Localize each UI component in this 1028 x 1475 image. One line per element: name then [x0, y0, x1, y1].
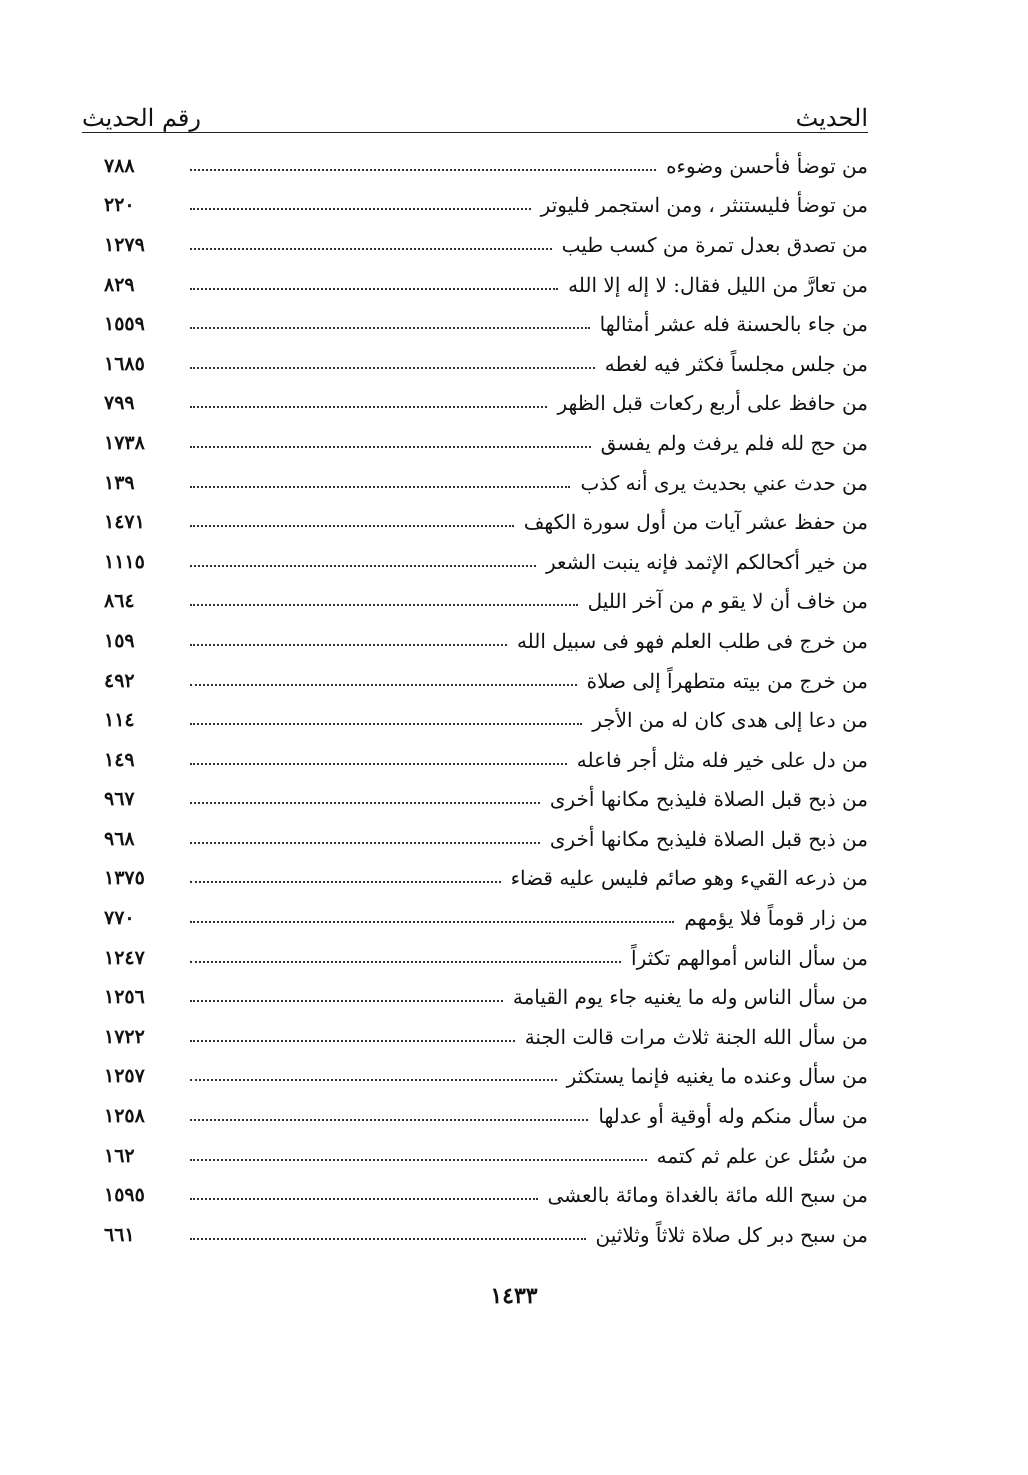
dot-leader: [190, 288, 558, 290]
hadith-text: من دل على خير فله مثل أجر فاعله: [576, 747, 868, 772]
hadith-text: من سبح الله مائة بالغداة ومائة بالعشى: [547, 1183, 868, 1208]
index-row: [104, 780, 868, 820]
dot-leader: [190, 1159, 647, 1161]
dot-leader: [190, 446, 591, 448]
hadith-number: ١٤٧١: [104, 511, 145, 534]
hadith-number: ١١١٥: [104, 550, 145, 573]
hadith-number: ١٢٥٦: [104, 986, 145, 1009]
hadith-number: ١٢٧٩: [104, 233, 145, 256]
hadith-number: ١٧٣٨: [104, 431, 145, 454]
hadith-text: من حفظ عشر آيات من أول سورة الكهف: [523, 510, 868, 535]
index-row: [104, 1136, 868, 1176]
dot-leader: [190, 604, 578, 606]
dot-leader: [190, 1040, 515, 1042]
hadith-number: ٧٩٩: [104, 392, 135, 415]
index-row: [104, 661, 868, 701]
dot-leader: [190, 486, 570, 488]
index-row: [104, 740, 868, 780]
hadith-text: من حج لله فلم يرفث ولم يفسق: [600, 430, 868, 455]
index-row: [104, 859, 868, 899]
dot-leader: [190, 525, 514, 527]
hadith-number: ٩٦٧: [104, 788, 135, 811]
hadith-text: من خرج فى طلب العلم فهو فى سبيل الله: [516, 628, 868, 653]
hadith-text: من تصدق بعدل تمرة من كسب طيب: [561, 232, 868, 257]
hadith-number: ١١٤: [104, 709, 135, 732]
index-row: [104, 700, 868, 740]
index-row: [104, 621, 868, 661]
hadith-number-column-heading: رقم الحديث: [82, 104, 201, 132]
dot-leader: [190, 1000, 503, 1002]
index-row: [104, 1175, 868, 1215]
hadith-number: ٧٨٨: [104, 154, 135, 177]
hadith-number: ١٣٧٥: [104, 867, 145, 890]
index-row: [104, 1057, 868, 1097]
hadith-number: ١٧٢٢: [104, 1025, 145, 1048]
header-rule: [82, 132, 868, 133]
hadith-number: ١٤٩: [104, 748, 135, 771]
hadith-text: من سبح دبر كل صلاة ثلاثاً وثلاثين: [595, 1222, 868, 1247]
dot-leader: [190, 802, 540, 804]
hadith-text: من توضأ فليستنثر ، ومن استجمر فليوتر: [540, 193, 868, 218]
hadith-text: من خير أكحالكم الإثمد فإنه ينبت الشعر: [545, 549, 868, 574]
index-row: [104, 938, 868, 978]
dot-leader: [190, 842, 540, 844]
hadith-number: ١٣٩: [104, 471, 135, 494]
hadith-number: ٨٦٤: [104, 590, 135, 613]
hadith-number: ١٢٤٧: [104, 946, 145, 969]
hadith-number: ٦٦١: [104, 1223, 135, 1246]
hadith-text: من حافظ على أربع ركعات قبل الظهر: [557, 391, 868, 416]
dot-leader: [190, 169, 656, 171]
hadith-number: ١٢٥٨: [104, 1105, 145, 1128]
hadith-text: من جاء بالحسنة فله عشر أمثالها: [599, 312, 868, 337]
hadith-number: ١٦٢: [104, 1144, 135, 1167]
index-row: [104, 582, 868, 622]
index-row: [104, 304, 868, 344]
index-row: [104, 146, 868, 186]
index-row: [104, 423, 868, 463]
dot-leader: [190, 406, 547, 408]
page-header: [82, 88, 868, 132]
index-row: [104, 542, 868, 582]
dot-leader: [190, 921, 674, 923]
hadith-number: ١٥٥٩: [104, 313, 145, 336]
dot-leader: [190, 723, 582, 725]
dot-leader: [190, 1238, 586, 1240]
hadith-text: من سُئل عن علم ثم كتمه: [656, 1143, 868, 1168]
index-row: [104, 502, 868, 542]
hadith-number: ٨٢٩: [104, 273, 135, 296]
index-row: [104, 186, 868, 226]
index-row: [104, 1017, 868, 1057]
hadith-index-list: [104, 146, 868, 1255]
dot-leader: [190, 1119, 588, 1121]
hadith-text: من سأل الله الجنة ثلاث مرات قالت الجنة: [524, 1024, 868, 1049]
index-row: [104, 1096, 868, 1136]
hadith-number: ١٢٥٧: [104, 1065, 145, 1088]
hadith-number: ٢٢٠: [104, 194, 135, 217]
hadith-text: من توضأ فأحسن وضوءه: [666, 153, 868, 178]
dot-leader: [190, 327, 590, 329]
hadith-text: من خاف أن لا يقو م من آخر الليل: [587, 589, 868, 614]
hadith-text: من سأل الناس وله ما يغنيه جاء يوم القيامة: [512, 985, 868, 1010]
hadith-number: ١٥٩: [104, 629, 135, 652]
hadith-number: ١٥٩٥: [104, 1184, 145, 1207]
hadith-number: ٩٦٨: [104, 827, 135, 850]
index-row: [104, 898, 868, 938]
index-row: [104, 384, 868, 424]
index-row: [104, 977, 868, 1017]
dot-leader: [190, 881, 501, 883]
hadith-text: من زار قوماً فلا يؤمهم: [684, 906, 868, 931]
hadith-number: ٤٩٢: [104, 669, 135, 692]
index-row: [104, 225, 868, 265]
dot-leader: [190, 565, 536, 567]
dot-leader: [190, 248, 552, 250]
dot-leader: [190, 367, 595, 369]
hadith-text: من جلس مجلساً فكثر فيه لغطه: [604, 351, 868, 376]
hadith-number: ١٦٨٥: [104, 352, 145, 375]
index-row: [104, 463, 868, 503]
index-row: [104, 1215, 868, 1255]
hadith-text: من سأل وعنده ما يغنيه فإنما يستكثر: [566, 1064, 868, 1089]
page-number: ١٤٣٣: [490, 1283, 538, 1309]
index-row: [104, 344, 868, 384]
hadith-text: من خرج من بيته متطهراً إلى صلاة: [586, 668, 868, 693]
dot-leader: [190, 684, 577, 686]
hadith-text: من سأل الناس أموالهم تكثراً: [631, 945, 868, 970]
dot-leader: [190, 763, 567, 765]
index-row: [104, 819, 868, 859]
index-row: [104, 265, 868, 305]
dot-leader: [190, 1079, 557, 1081]
hadith-text: من ذبح قبل الصلاة فليذبح مكانها أخرى: [549, 826, 868, 851]
hadith-text: من ذرعه القيء وهو صائم فليس عليه قضاء: [510, 866, 868, 891]
hadith-text: من تعارَّ من الليل فقال: لا إله إلا الله: [568, 272, 868, 297]
hadith-text: من حدث عني بحديث يرى أنه كذب: [580, 470, 868, 495]
hadith-column-heading: الحديث: [795, 104, 868, 132]
hadith-text: من ذبح قبل الصلاة فليذبح مكانها أخرى: [549, 787, 868, 812]
dot-leader: [190, 644, 507, 646]
dot-leader: [190, 208, 531, 210]
hadith-text: من دعا إلى هدى كان له من الأجر: [592, 708, 868, 733]
dot-leader: [190, 961, 621, 963]
dot-leader: [190, 1198, 538, 1200]
hadith-text: من سأل منكم وله أوقية أو عدلها: [598, 1104, 868, 1129]
hadith-number: ٧٧٠: [104, 907, 135, 930]
